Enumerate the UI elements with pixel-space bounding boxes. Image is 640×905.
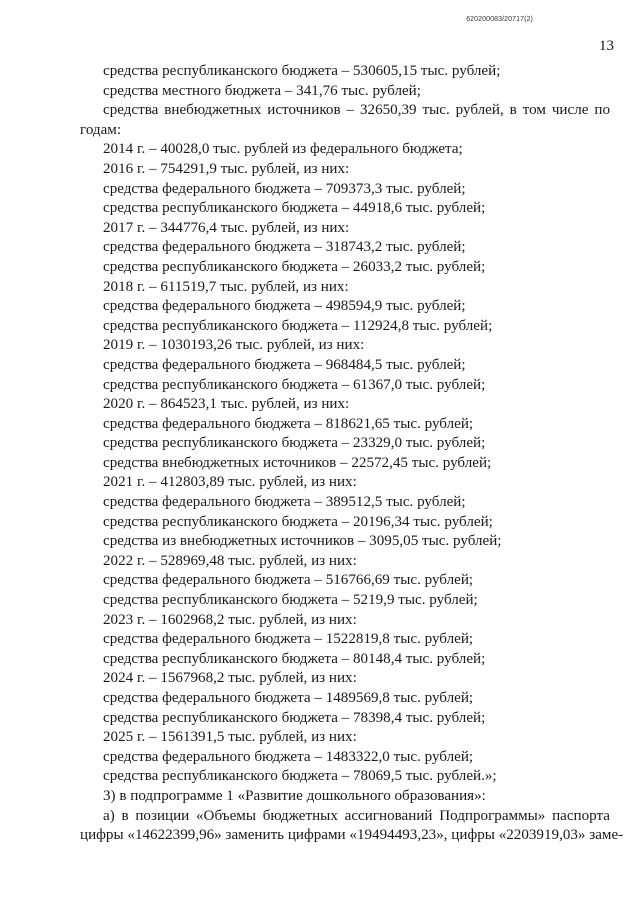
text-line: средства федерального бюджета – 1483322,0 тыс. рублей; [103,748,474,765]
text-line: средства республиканского бюджета – 5219,9 тыс. рублей; [103,592,478,609]
text-line: средства федерального бюджета – 818621,65 тыс. рублей; [103,415,474,432]
text-line: средства республиканского бюджета – 61367,0 тыс. рублей; [103,376,486,393]
text-line: 2016 г. – 754291,9 тыс. рублей, из них: [103,160,350,177]
text-line: средства внебюджетных источников – 22572,45 тыс. рублей; [103,454,492,471]
text-line: средства республиканского бюджета – 44918,6 тыс. рублей; [103,200,486,217]
text-line: средства местного бюджета – 341,76 тыс. рублей; [103,82,421,99]
text-line: 3) в подпрограмме 1 «Развитие дошкольного образования»: [103,787,486,804]
text-line: средства республиканского бюджета – 78398,4 тыс. рублей; [103,709,486,726]
text-line: средства федерального бюджета – 498594,9 тыс. рублей; [103,298,466,315]
text-line: цифры «14622399,96» заменить цифрами «19494493,23», цифры «2203919,03» заме- [80,827,624,844]
text-line: средства республиканского бюджета – 20196,34 тыс. рублей; [103,513,493,530]
text-line: 2024 г. – 1567968,2 тыс. рублей, из них: [103,670,357,687]
text-line: средства республиканского бюджета – 23329,0 тыс. рублей; [103,435,486,452]
text-line: средства из внебюджетных источников – 3095,05 тыс. рублей; [103,533,502,550]
text-line: 2025 г. – 1561391,5 тыс. рублей, из них: [103,729,357,746]
document-id: 620200083/20717(2) [466,16,533,23]
text-line: 2017 г. – 344776,4 тыс. рублей, из них: [103,219,350,236]
text-line: средства федерального бюджета – 968484,5 тыс. рублей; [103,356,466,373]
text-line: средства федерального бюджета – 516766,69 тыс. рублей; [103,572,474,589]
text-line: средства федерального бюджета – 1522819,8 тыс. рублей; [103,631,474,648]
text-line: средства республиканского бюджета – 78069,5 тыс. рублей.»; [103,768,497,785]
document-body [80,62,624,846]
page-number: 13 [599,38,614,54]
text-line: средства федерального бюджета – 318743,2 тыс. рублей; [103,239,466,256]
text-line: средства федерального бюджета – 1489569,8 тыс. рублей; [103,690,474,706]
text-line: средства федерального бюджета – 389512,5 тыс. рублей; [103,494,466,511]
text-line: а) в позиции «Объемы бюджетных ассигнований Подпрограммы» паспорта [103,807,610,824]
text-line: 2023 г. – 1602968,2 тыс. рублей, из них: [103,611,357,628]
text-line: средства республиканского бюджета – 530605,15 тыс. рублей; [103,63,501,79]
text-line: средства внебюджетных источников – 32650,39 тыс. рублей, в том числе по [103,102,610,119]
text-line: 2022 г. – 528969,48 тыс. рублей, из них: [103,552,357,569]
text-line: средства федерального бюджета – 709373,3 тыс. рублей; [103,180,466,197]
text-line: 2019 г. – 1030193,26 тыс. рублей, из них: [103,337,365,354]
text-line: средства республиканского бюджета – 26033,2 тыс. рублей; [103,258,486,275]
text-line: годам: [80,121,122,138]
text-line: 2021 г. – 412803,89 тыс. рублей, из них: [103,474,357,491]
text-line: 2020 г. – 864523,1 тыс. рублей, из них: [103,396,350,413]
text-line: 2014 г. – 40028,0 тыс. рублей из федерального бюджета; [103,141,463,158]
text-line: средства республиканского бюджета – 112924,8 тыс. рублей; [103,317,493,334]
text-line: 2018 г. – 611519,7 тыс. рублей, из них: [103,278,349,295]
text-line: средства республиканского бюджета – 80148,4 тыс. рублей; [103,650,486,667]
